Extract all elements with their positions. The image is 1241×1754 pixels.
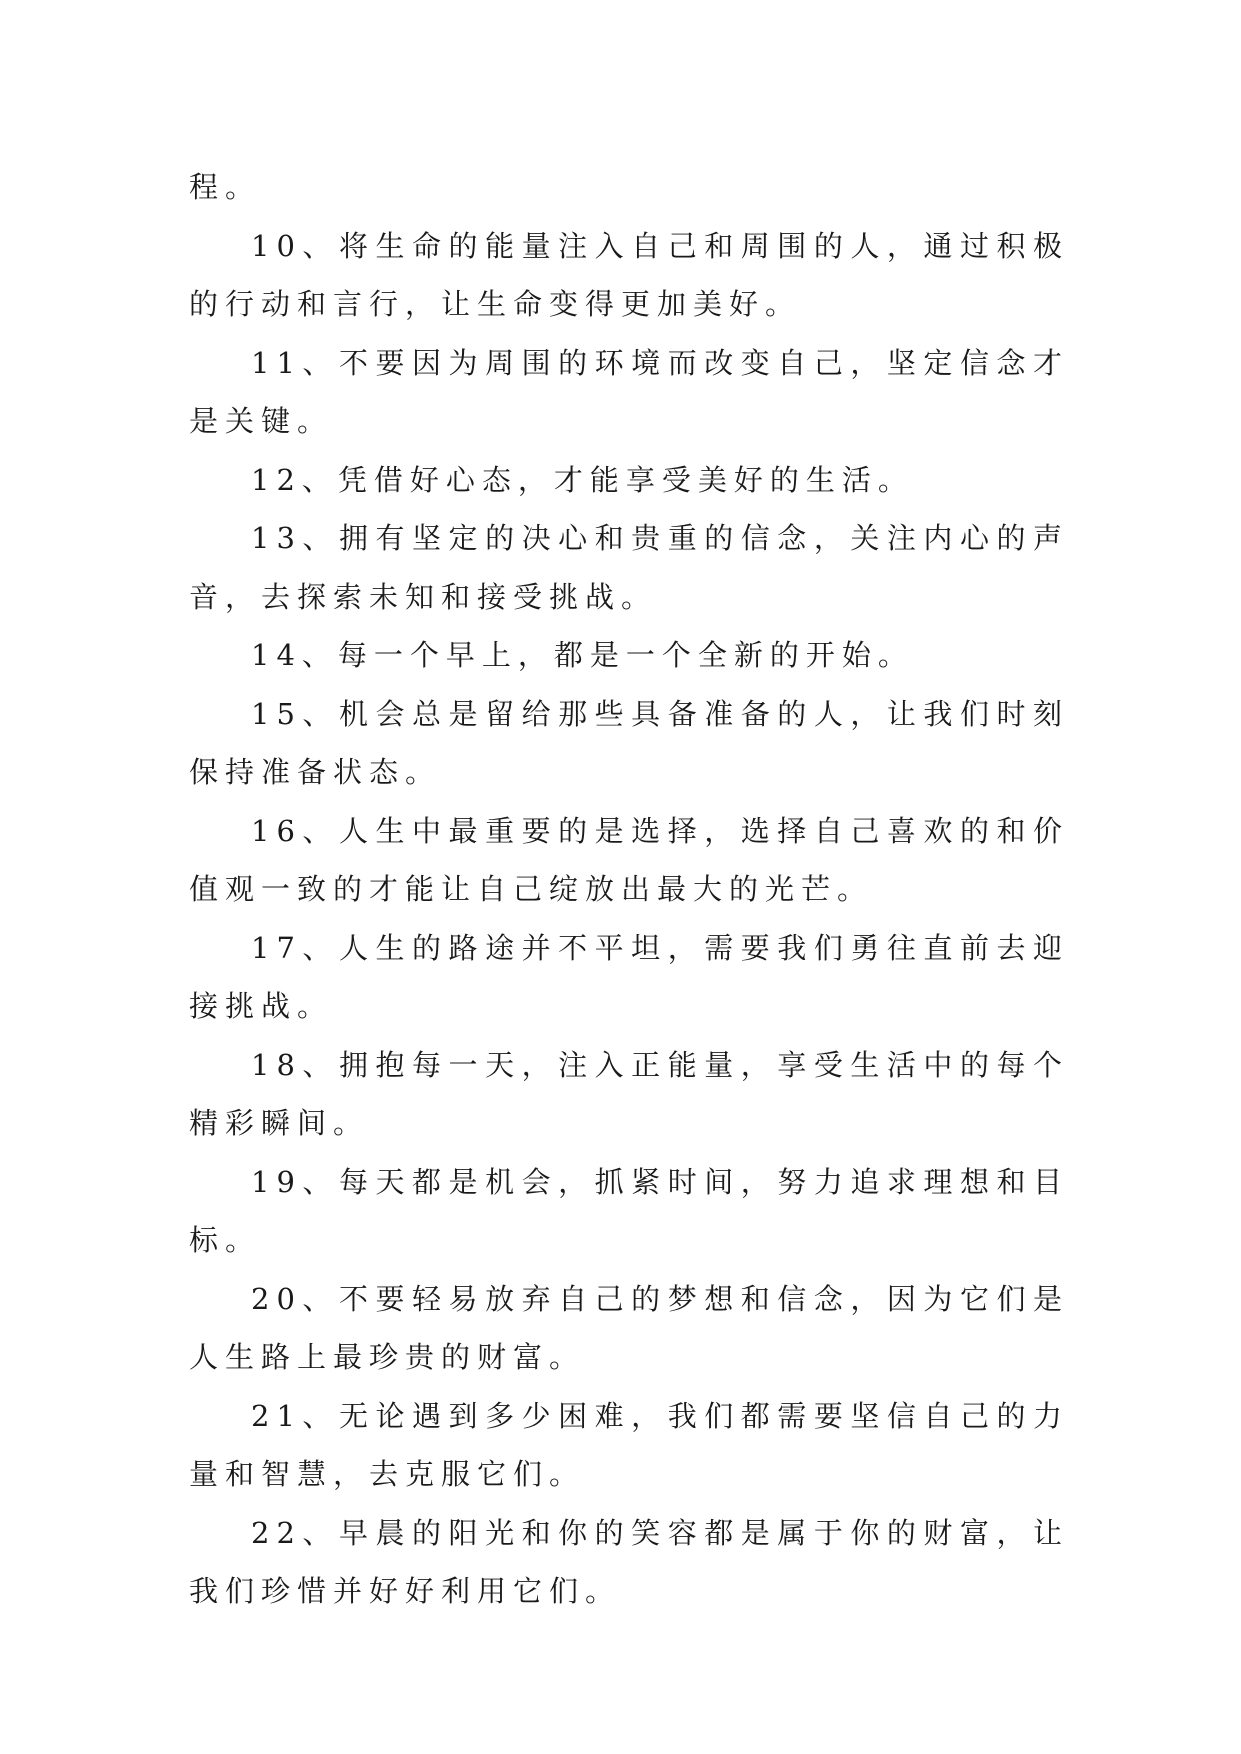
paragraph-item-17: 17、人生的路途并不平坦，需要我们勇往直前去迎接挑战。 bbox=[189, 930, 1069, 1023]
paragraph-item-14: 14、每一个早上，都是一个全新的开始。 bbox=[251, 638, 914, 672]
paragraph-item-18: 18、拥抱每一天，注入正能量，享受生活中的每个精彩瞬间。 bbox=[189, 1047, 1069, 1140]
paragraph-item-12: 12、凭借好心态，才能享受美好的生活。 bbox=[251, 462, 914, 497]
paragraph-item-13: 13、拥有坚定的决心和贵重的信念，关注内心的声音，去探索未知和接受挑战。 bbox=[189, 521, 1069, 614]
paragraph-item-19: 19、每天都是机会，抓紧时间，努力追求理想和目标。 bbox=[189, 1164, 1069, 1257]
document-body bbox=[189, 158, 1069, 1621]
paragraph-item-16: 16、人生中最重要的是选择，选择自己喜欢的和价值观一致的才能让自己绽放出最大的光芒。 bbox=[189, 813, 1069, 906]
paragraph-item-10: 10、将生命的能量注入自己和周围的人，通过积极的行动和言行，让生命变得更加美好。 bbox=[189, 228, 1069, 321]
paragraph-item-20: 20、不要轻易放弃自己的梦想和信念，因为它们是人生路上最珍贵的财富。 bbox=[189, 1281, 1069, 1374]
paragraph-item-21: 21、无论遇到多少困难，我们都需要坚信自己的力量和智慧，去克服它们。 bbox=[189, 1398, 1069, 1491]
paragraph-item-11: 11、不要因为周围的环境而改变自己，坚定信念才是关键。 bbox=[189, 345, 1069, 438]
paragraph-item-15: 15、机会总是留给那些具备准备的人，让我们时刻保持准备状态。 bbox=[189, 696, 1069, 789]
paragraph-item-22: 22、早晨的阳光和你的笑容都是属于你的财富，让我们珍惜并好好利用它们。 bbox=[189, 1515, 1069, 1608]
paragraph-continuation: 程。 bbox=[189, 170, 262, 204]
